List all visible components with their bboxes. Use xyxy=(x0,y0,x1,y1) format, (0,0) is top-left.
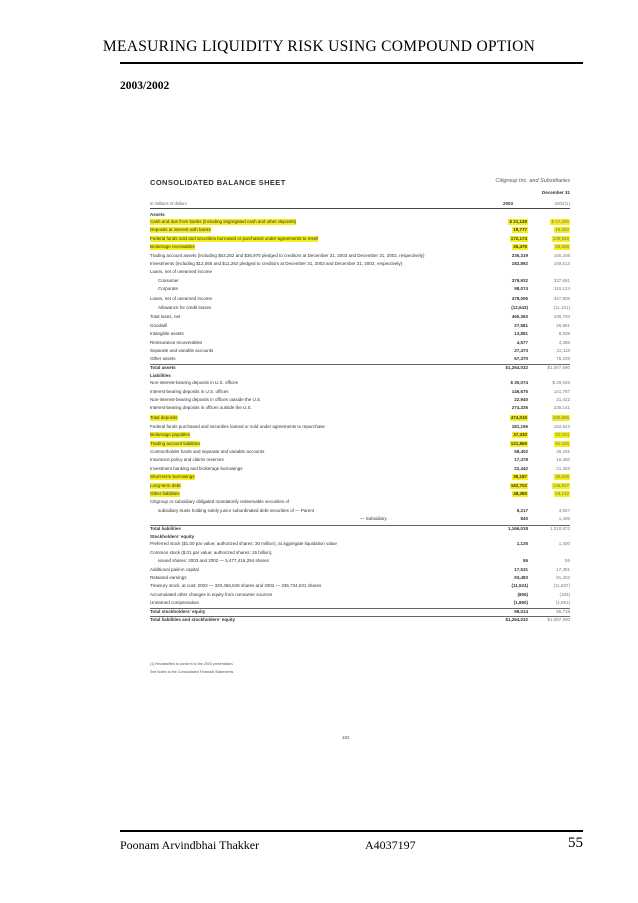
row-value-2003: (1,850) xyxy=(513,600,528,606)
year-prior: 2002(1) xyxy=(554,201,570,206)
row-label: Citigroup or subsidiary obligated mandatorily redeemable securities of xyxy=(150,499,290,505)
row-value-2002: (193) xyxy=(559,591,570,597)
row-value-2002: 238,141 xyxy=(553,405,570,411)
row-label: Loans, net of unearned income xyxy=(150,269,213,275)
statement-top-rule xyxy=(150,208,570,209)
row-label: issued shares: 2003 and 2002 — 5,477,416,254 shares xyxy=(158,558,269,564)
balance-sheet-row xyxy=(150,483,570,489)
row-value-2003: 235,319 xyxy=(511,252,528,258)
row-label: Trading account liabilities xyxy=(150,440,201,446)
balance-sheet-row xyxy=(150,253,570,259)
row-value-2003: 162,702 xyxy=(510,482,527,488)
row-value-2003: 98,014 xyxy=(514,608,528,614)
row-value-2002: 430,895 xyxy=(552,415,569,421)
row-value-2003: 58,402 xyxy=(514,448,528,454)
row-value-2003: 22,442 xyxy=(514,465,528,471)
total-rule xyxy=(150,616,570,617)
row-value-2002: 81,403 xyxy=(556,575,570,580)
row-value-2002: (1,891) xyxy=(555,600,570,606)
row-label: Other assets xyxy=(150,356,176,362)
row-label: Unearned compensation xyxy=(150,600,200,606)
statement-company: Citigroup Inc. and Subsidiaries xyxy=(495,178,570,184)
row-label: Intangible assets xyxy=(150,331,184,337)
row-label: Stockholders' equity xyxy=(150,534,195,540)
row-value-2003: 5,217 xyxy=(516,507,528,513)
balance-sheet-row xyxy=(150,244,570,250)
row-label: Contractholder funds and separate and variable accounts xyxy=(150,448,265,454)
row-value-2002: 26,961 xyxy=(556,322,570,328)
statement-page-number: 102 xyxy=(342,735,350,740)
row-value-2003: 840 xyxy=(520,516,528,522)
row-value-2002: (11,101) xyxy=(553,304,570,310)
row-label: — Subsidiary xyxy=(360,516,387,522)
row-value-2003: 13,881 xyxy=(514,331,528,337)
row-label: Additional paid-in capital xyxy=(150,566,199,572)
row-label: Investments (including $12,066 and $11,262 pledged to creditors at December 31, 2003 and December 31, 2002, respectively) xyxy=(150,261,403,266)
balance-sheet-row xyxy=(150,526,570,532)
period-label: 2003/2002 xyxy=(120,80,170,92)
balance-sheet-row xyxy=(150,348,570,354)
row-value-2003: (806) xyxy=(517,591,528,597)
row-value-2002: 337,681 xyxy=(553,277,570,283)
balance-sheet-row xyxy=(150,550,570,556)
row-value-2002: 110,124 xyxy=(554,286,570,292)
row-value-2003: $1,264,032 xyxy=(505,364,528,370)
balance-sheet-row xyxy=(150,269,570,275)
balance-sheet-row xyxy=(150,365,570,371)
row-value-2002: 49,331 xyxy=(556,448,570,454)
balance-sheet-row xyxy=(150,575,570,581)
row-value-2003: 98,074 xyxy=(514,286,528,292)
row-value-2003: 93,483 xyxy=(514,575,528,580)
row-value-2002: 1,400 xyxy=(558,541,570,547)
row-label: Total liabilities and stockholders' equity xyxy=(150,617,236,622)
row-value-2002: 155,208 xyxy=(553,252,570,258)
row-value-2003: 36,187 xyxy=(513,474,527,480)
row-value-2003: 67,370 xyxy=(514,356,528,362)
row-label: Insurance policy and claims reserves xyxy=(150,457,224,463)
row-label: Separate and variable accounts xyxy=(150,348,214,353)
row-value-2002: 1,495 xyxy=(558,516,570,522)
page-header: MEASURING LIQUIDITY RISK USING COMPOUND OPTION xyxy=(102,38,536,55)
row-value-2003: $ 30,074 xyxy=(510,380,528,386)
row-label: Other liabilities xyxy=(150,490,180,496)
balance-sheet-row xyxy=(150,449,570,455)
balance-sheet-row xyxy=(150,516,570,522)
row-label: Common stock ($.01 par value; authorized shares: 15 billion), xyxy=(150,549,273,555)
row-label: Loans, net of unearned income xyxy=(150,296,213,302)
balance-sheet-row xyxy=(150,457,570,463)
row-label: Total deposits xyxy=(150,415,178,421)
balance-sheet-row xyxy=(150,592,570,598)
balance-sheet-row xyxy=(150,261,570,267)
balance-sheet-row xyxy=(150,466,570,472)
row-value-2002: 25,358 xyxy=(555,244,569,250)
balance-sheet-row xyxy=(150,397,570,403)
balance-sheet-row xyxy=(150,219,570,225)
statement-note: See Notes to the Consolidated Financial Statements. xyxy=(150,670,235,674)
balance-sheet-row xyxy=(150,286,570,292)
row-value-2003: (12,643) xyxy=(511,304,528,310)
statement-title: CONSOLIDATED BALANCE SHEET xyxy=(150,178,286,187)
row-label: Retained earnings xyxy=(150,575,187,580)
row-label: Assets xyxy=(150,212,165,217)
row-value-2002: 8,509 xyxy=(558,331,570,337)
balance-sheet-row xyxy=(150,323,570,329)
row-value-2003: 26,476 xyxy=(513,244,527,250)
row-value-2002: 126,927 xyxy=(552,482,569,488)
statement-date-label: December 31 xyxy=(541,190,570,195)
balance-sheet-row xyxy=(150,558,570,564)
row-value-2003: 48,380 xyxy=(513,490,527,496)
row-label: Trading account assets (including $63,252 and $36,975 pledged to creditors at December 31, 2003 and December 31, 2002, respectively) xyxy=(150,252,425,258)
balance-sheet-row xyxy=(150,541,570,547)
row-value-2002: 21,422 xyxy=(556,397,570,402)
row-label: Short-term borrowings xyxy=(150,474,195,480)
row-value-2002: $1,097,590 xyxy=(547,364,570,370)
row-value-2002: 22,118 xyxy=(556,348,570,353)
row-value-2003: 121,869 xyxy=(510,440,527,446)
row-value-2003: (11,524) xyxy=(511,583,528,589)
balance-sheet-row xyxy=(150,474,570,480)
row-value-2003: 17,478 xyxy=(514,457,528,463)
row-value-2003: 19,777 xyxy=(513,227,527,233)
year-current: 2003 xyxy=(502,201,513,206)
balance-sheet-row xyxy=(150,534,570,540)
row-value-2002: 55 xyxy=(564,558,570,564)
balance-sheet-row xyxy=(150,609,570,615)
row-label: Total loans, net xyxy=(150,314,181,320)
row-value-2002: 75,209 xyxy=(556,356,570,362)
row-label: Accumulated other changes in equity from nonowner sources xyxy=(150,591,273,597)
row-value-2002: 21,353 xyxy=(556,465,570,471)
row-value-2002: 16,350 xyxy=(556,457,570,463)
balance-sheet-row xyxy=(150,424,570,430)
balance-sheet-row xyxy=(150,617,570,623)
row-label: Liabilities xyxy=(150,373,171,379)
balance-sheet-row xyxy=(150,432,570,438)
row-value-2003: 4,577 xyxy=(516,339,528,345)
statement-note: (1) Reclassified to conform to the 2003 presentation. xyxy=(150,662,234,666)
row-label: Reinsurance recoverables xyxy=(150,339,203,345)
row-value-2003: 27,581 xyxy=(514,322,528,328)
row-value-2003: 55 xyxy=(522,558,528,564)
row-value-2003: 1,166,018 xyxy=(507,526,528,531)
header-rule xyxy=(120,62,583,64)
balance-sheet-row xyxy=(150,508,570,514)
balance-sheet-row xyxy=(150,227,570,233)
row-value-2002: 16,382 xyxy=(555,227,569,233)
row-value-2003: 17,531 xyxy=(514,566,528,572)
row-label: Deposits at interest with banks xyxy=(150,227,212,233)
balance-sheet-row xyxy=(150,583,570,589)
row-value-2003: $ 21,149 xyxy=(509,219,527,224)
row-label: Total assets xyxy=(150,364,176,370)
row-value-2002: 139,946 xyxy=(552,235,569,241)
row-value-2003: 274,326 xyxy=(511,405,528,411)
balance-sheet-row xyxy=(150,567,570,573)
row-value-2002: 30,629 xyxy=(555,474,569,480)
row-value-2003: 1,125 xyxy=(516,541,528,547)
total-rule xyxy=(150,608,570,609)
row-value-2003: 37,330 xyxy=(513,432,527,438)
footer-page-number: 55 xyxy=(568,835,583,851)
row-label: Goodwill xyxy=(150,322,168,328)
row-value-2002: 447,805 xyxy=(553,296,570,302)
row-value-2002: 4,356 xyxy=(558,339,570,345)
row-value-2002: 17,381 xyxy=(556,566,570,572)
row-label: Long-term debt xyxy=(150,482,181,488)
balance-sheet-row xyxy=(150,314,570,320)
footer-id: A4037197 xyxy=(365,838,416,852)
balance-sheet-row xyxy=(150,600,570,606)
balance-sheet-row xyxy=(150,331,570,337)
row-value-2003: 478,006 xyxy=(511,296,528,302)
row-label: Consumer xyxy=(158,277,179,283)
balance-sheet-row xyxy=(150,340,570,346)
balance-sheet-row xyxy=(150,499,570,505)
row-label: Non-interest-bearing deposits in offices outside the U.S. xyxy=(150,397,262,402)
balance-sheet-row xyxy=(150,389,570,395)
balance-sheet-row xyxy=(150,278,570,284)
row-label: subsidiary trusts holding solely junior subordinated debt securities of — Parent xyxy=(158,507,315,513)
footer-author: Poonam Arvindbhai Thakker xyxy=(120,838,260,852)
row-value-2002: 436,704 xyxy=(553,314,570,320)
row-value-2002: $ 29,545 xyxy=(552,380,570,386)
row-value-2003: 146,675 xyxy=(511,388,528,394)
row-label: Federal funds sold and securities borrowed or purchased under agreements to resell xyxy=(150,235,319,241)
row-value-2002: 4,657 xyxy=(558,507,570,513)
row-value-2002: 169,513 xyxy=(553,261,570,266)
row-label: Interest-bearing deposits in offices outside the U.S. xyxy=(150,405,252,411)
row-label: Preferred stock ($1.00 par value; authorized shares: 30 million), at aggregate liquidation value xyxy=(150,541,337,547)
footer-rule xyxy=(120,830,583,832)
row-value-2003: $1,264,032 xyxy=(505,617,528,622)
row-value-2002: 22,024 xyxy=(555,432,569,438)
balance-sheet-row xyxy=(150,296,570,302)
row-value-2002: 91,426 xyxy=(555,440,569,446)
row-value-2002: 53,142 xyxy=(555,490,569,496)
balance-sheet-row xyxy=(150,356,570,362)
row-label: Allowance for credit losses xyxy=(158,304,212,310)
balance-sheet-row xyxy=(150,212,570,218)
row-value-2002: $1,097,590 xyxy=(547,617,570,622)
balance-sheet-row xyxy=(150,373,570,379)
row-label: Cash and due from banks (including segregated cash and other deposits) xyxy=(150,219,297,224)
row-value-2002: (11,637) xyxy=(553,583,570,589)
row-value-2002: 86,718 xyxy=(556,608,570,614)
row-label: Corporate xyxy=(158,286,179,292)
row-label: Brokerage receivables xyxy=(150,244,195,250)
row-label: Non-interest-bearing deposits in U.S. offices xyxy=(150,380,238,386)
row-value-2003: 27,473 xyxy=(514,348,528,353)
row-value-2003: 379,932 xyxy=(511,277,528,283)
row-label: Total liabilities xyxy=(150,526,181,531)
row-value-2002: 162,643 xyxy=(553,423,570,429)
row-value-2003: 474,015 xyxy=(510,415,527,421)
balance-sheet-row xyxy=(150,405,570,411)
row-value-2003: 182,892 xyxy=(511,261,528,266)
balance-sheet-row xyxy=(150,380,570,386)
balance-sheet-row xyxy=(150,305,570,311)
total-rule xyxy=(150,525,570,526)
balance-sheet-row xyxy=(150,491,570,497)
row-label: Federal funds purchased and securities loaned or sold under agreements to repurchase xyxy=(150,423,325,429)
row-value-2002: 1,010,872 xyxy=(549,526,570,531)
statement-units: In millions of dollars xyxy=(150,201,187,206)
balance-sheet-row xyxy=(150,441,570,447)
row-value-2003: 172,174 xyxy=(510,235,527,241)
row-label: Investment banking and brokerage borrowings xyxy=(150,465,243,471)
row-value-2002: 141,787 xyxy=(553,388,570,394)
row-label: Interest-bearing deposits in U.S. offices xyxy=(150,388,229,394)
row-label: Treasury stock, at cost: 2003 — 320,466,849 shares and 2002 — 336,734,631 shares xyxy=(150,583,322,589)
row-value-2003: 181,156 xyxy=(511,423,528,429)
row-label: Total stockholders' equity xyxy=(150,608,206,614)
row-value-2003: 22,940 xyxy=(514,397,528,402)
row-value-2003: 465,363 xyxy=(511,314,528,320)
row-value-2002: $ 17,326 xyxy=(551,219,569,224)
row-label: Brokerage payables xyxy=(150,432,191,438)
balance-sheet-row xyxy=(150,236,570,242)
balance-sheet-row xyxy=(150,415,570,421)
total-rule xyxy=(150,364,570,365)
